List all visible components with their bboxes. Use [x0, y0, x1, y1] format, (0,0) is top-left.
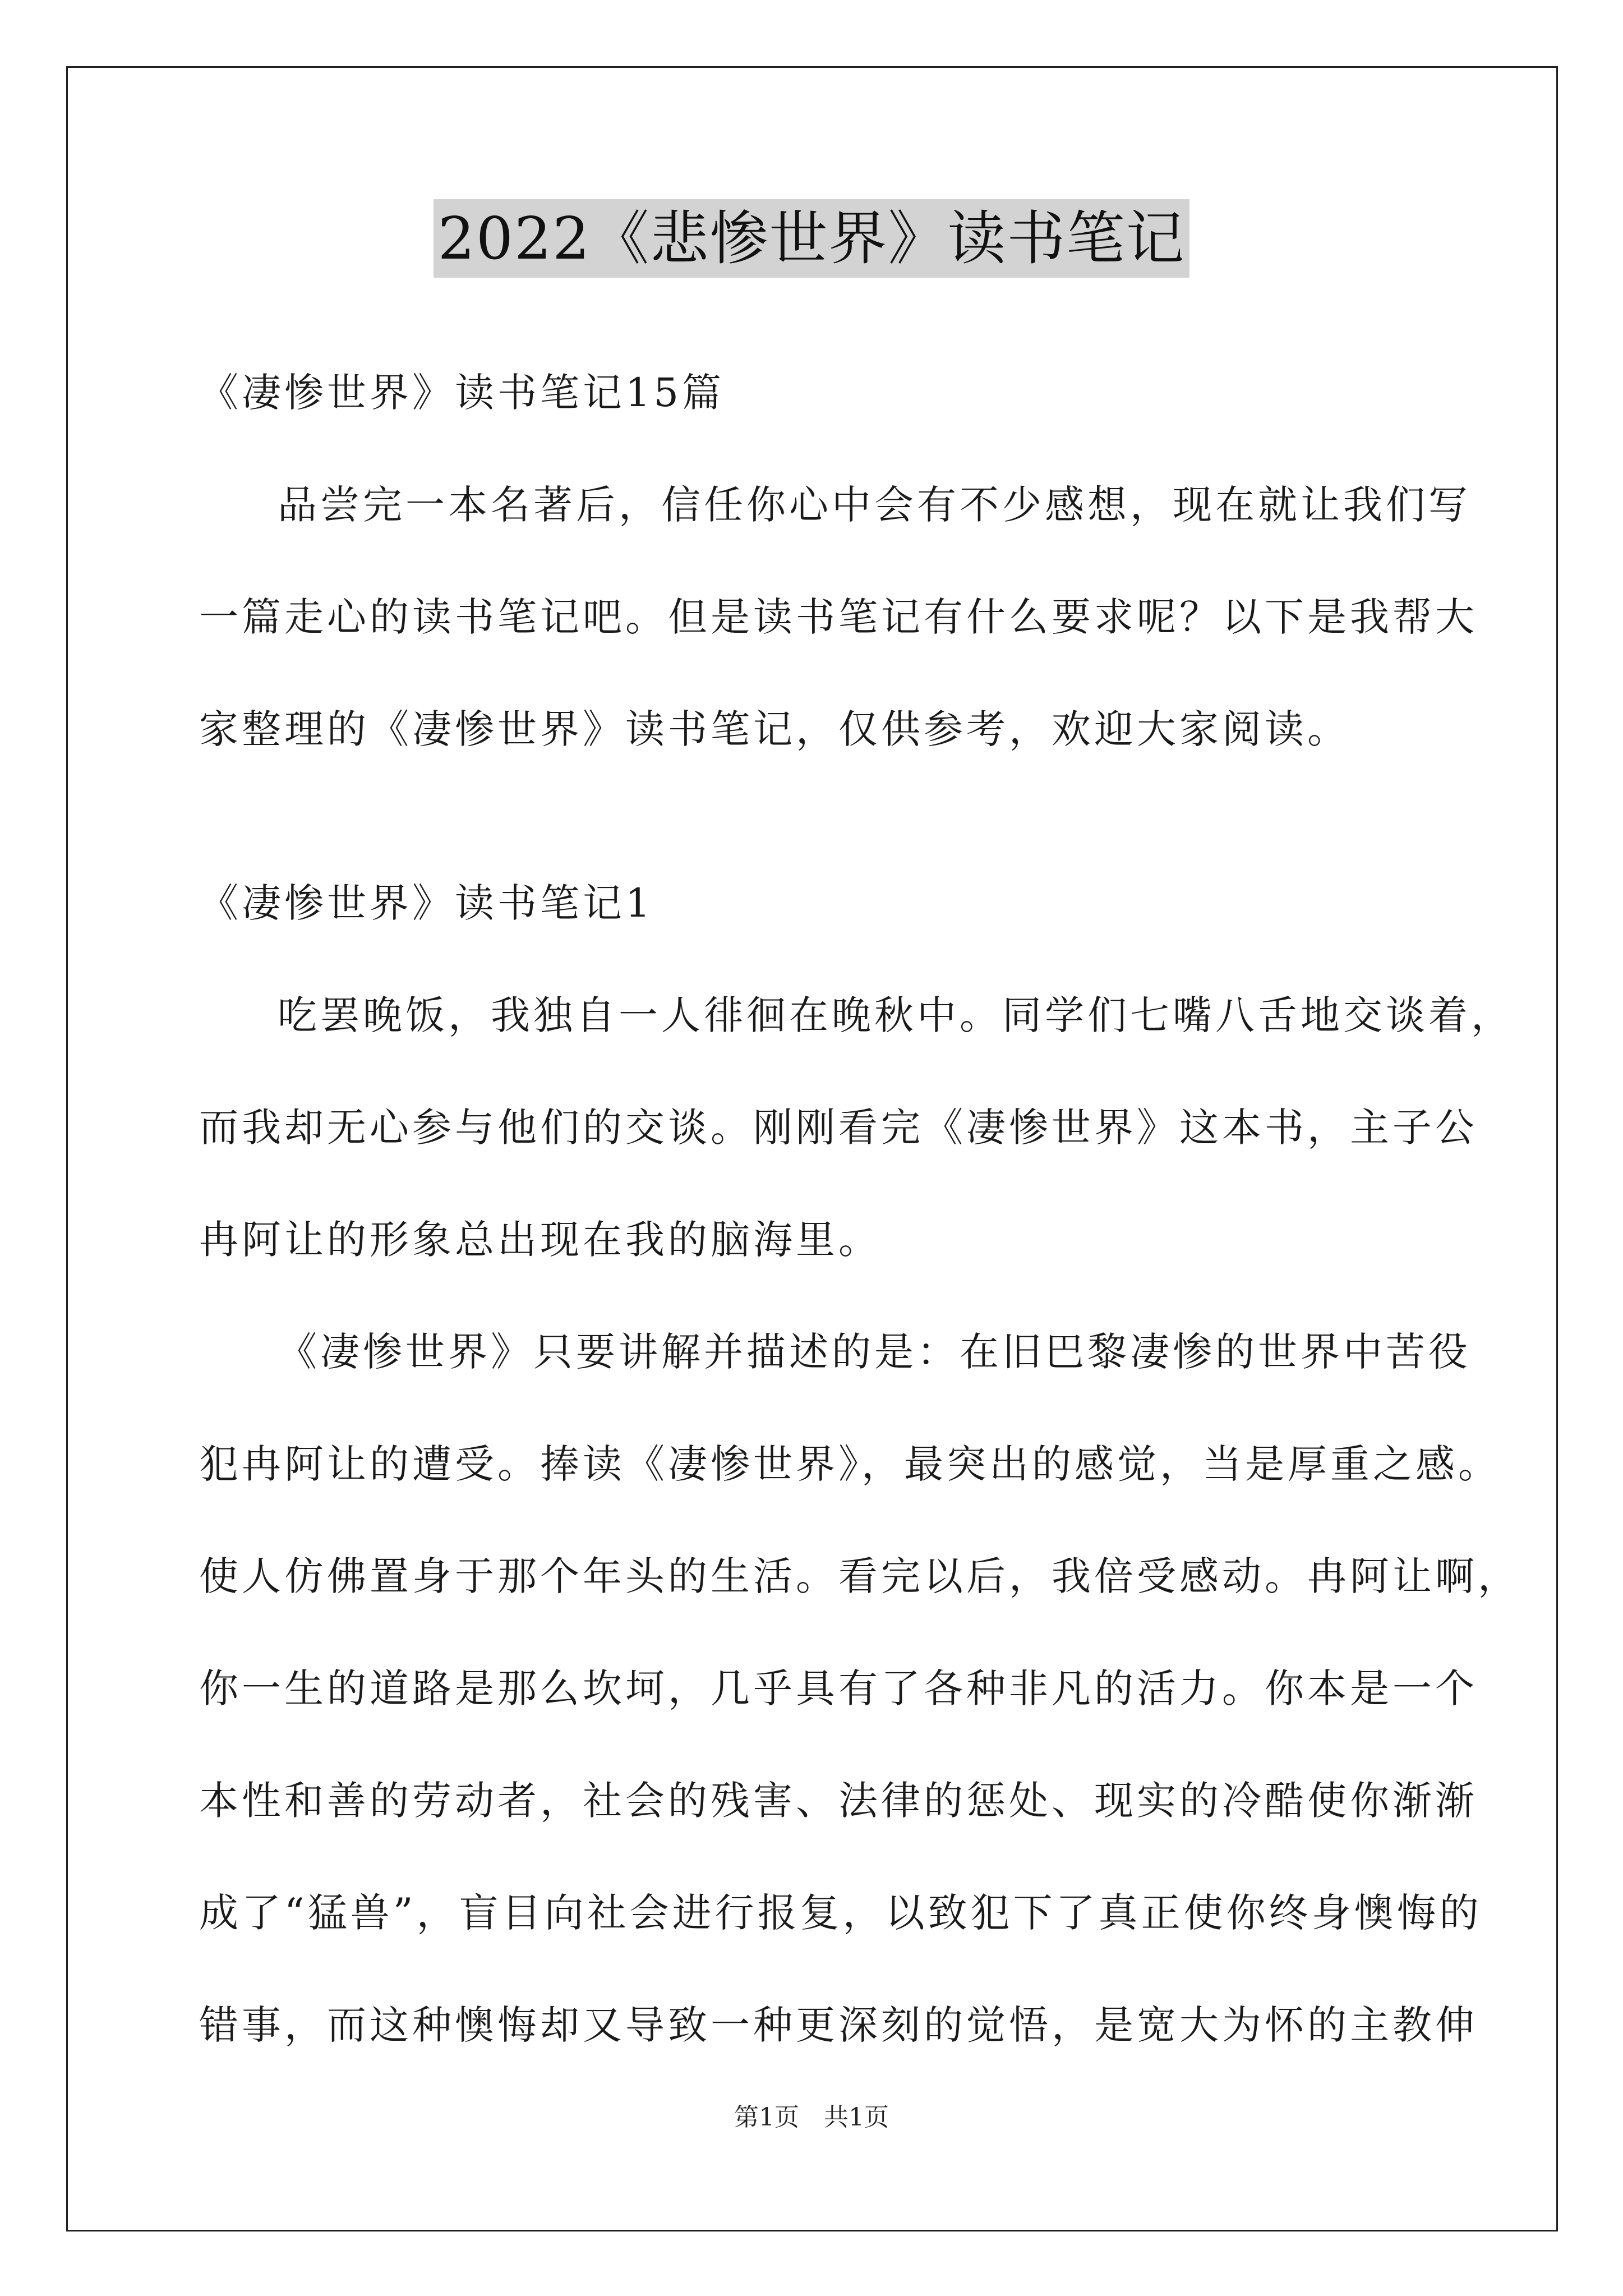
paragraph-1 — [199, 959, 1514, 1296]
document-body — [199, 337, 1520, 2081]
text-line: 《凄惨世界》只要讲解并描述的是：在旧巴黎凄惨的世界中苦役 — [278, 1329, 1471, 1375]
title-container — [0, 199, 1623, 278]
paragraph-2 — [199, 1296, 1520, 2081]
text-line: 冉阿让的形象总出现在我的脑海里。 — [199, 1217, 881, 1263]
text-line: 一篇走心的读书笔记吧。但是读书笔记有什么要求呢？以下是我帮大 — [199, 594, 1478, 640]
page-footer: 第1页 共1页 — [734, 2103, 889, 2132]
document-title: 2022《悲惨世界》读书笔记 — [434, 199, 1190, 278]
text-line: 成了“猛兽”，盲目向社会进行报复，以致犯下了真正使你终身懊悔的 — [199, 1890, 1482, 1936]
text-line: 吃罢晚饭，我独自一人徘徊在晚秋中。同学们七嘴八舌地交谈着， — [278, 992, 1514, 1038]
text-line: 本性和善的劳动者，社会的残害、法律的惩处、现实的冷酷使你渐渐 — [199, 1778, 1478, 1824]
intro-paragraph — [199, 449, 1478, 785]
text-line: 使人仿佛置身于那个年头的生活。看完以后，我倍受感动。冉阿让啊， — [199, 1553, 1520, 1599]
text-line: 犯冉阿让的遭受。捧读《凄惨世界》，最突出的感觉，当是厚重之感。 — [199, 1441, 1501, 1487]
text-line: 你一生的道路是那么坎坷，几乎具有了各种非凡的活力。你本是一个 — [199, 1665, 1478, 1711]
text-line: 错事，而这种懊悔却又导致一种更深刻的觉悟，是宽大为怀的主教伸 — [199, 2002, 1478, 2048]
document-subtitle: 《凄惨世界》读书笔记15篇 — [199, 370, 725, 416]
text-line: 家整理的《凄惨世界》读书笔记，仅供参考，欢迎大家阅读。 — [199, 706, 1350, 752]
section-heading: 《凄惨世界》读书笔记1 — [199, 880, 654, 926]
spacer — [199, 785, 1433, 847]
text-line: 而我却无心参与他们的交谈。刚刚看完《凄惨世界》这本书，主子公 — [199, 1105, 1478, 1151]
text-line: 品尝完一本名著后，信任你心中会有不少感想，现在就让我们写 — [278, 482, 1471, 528]
